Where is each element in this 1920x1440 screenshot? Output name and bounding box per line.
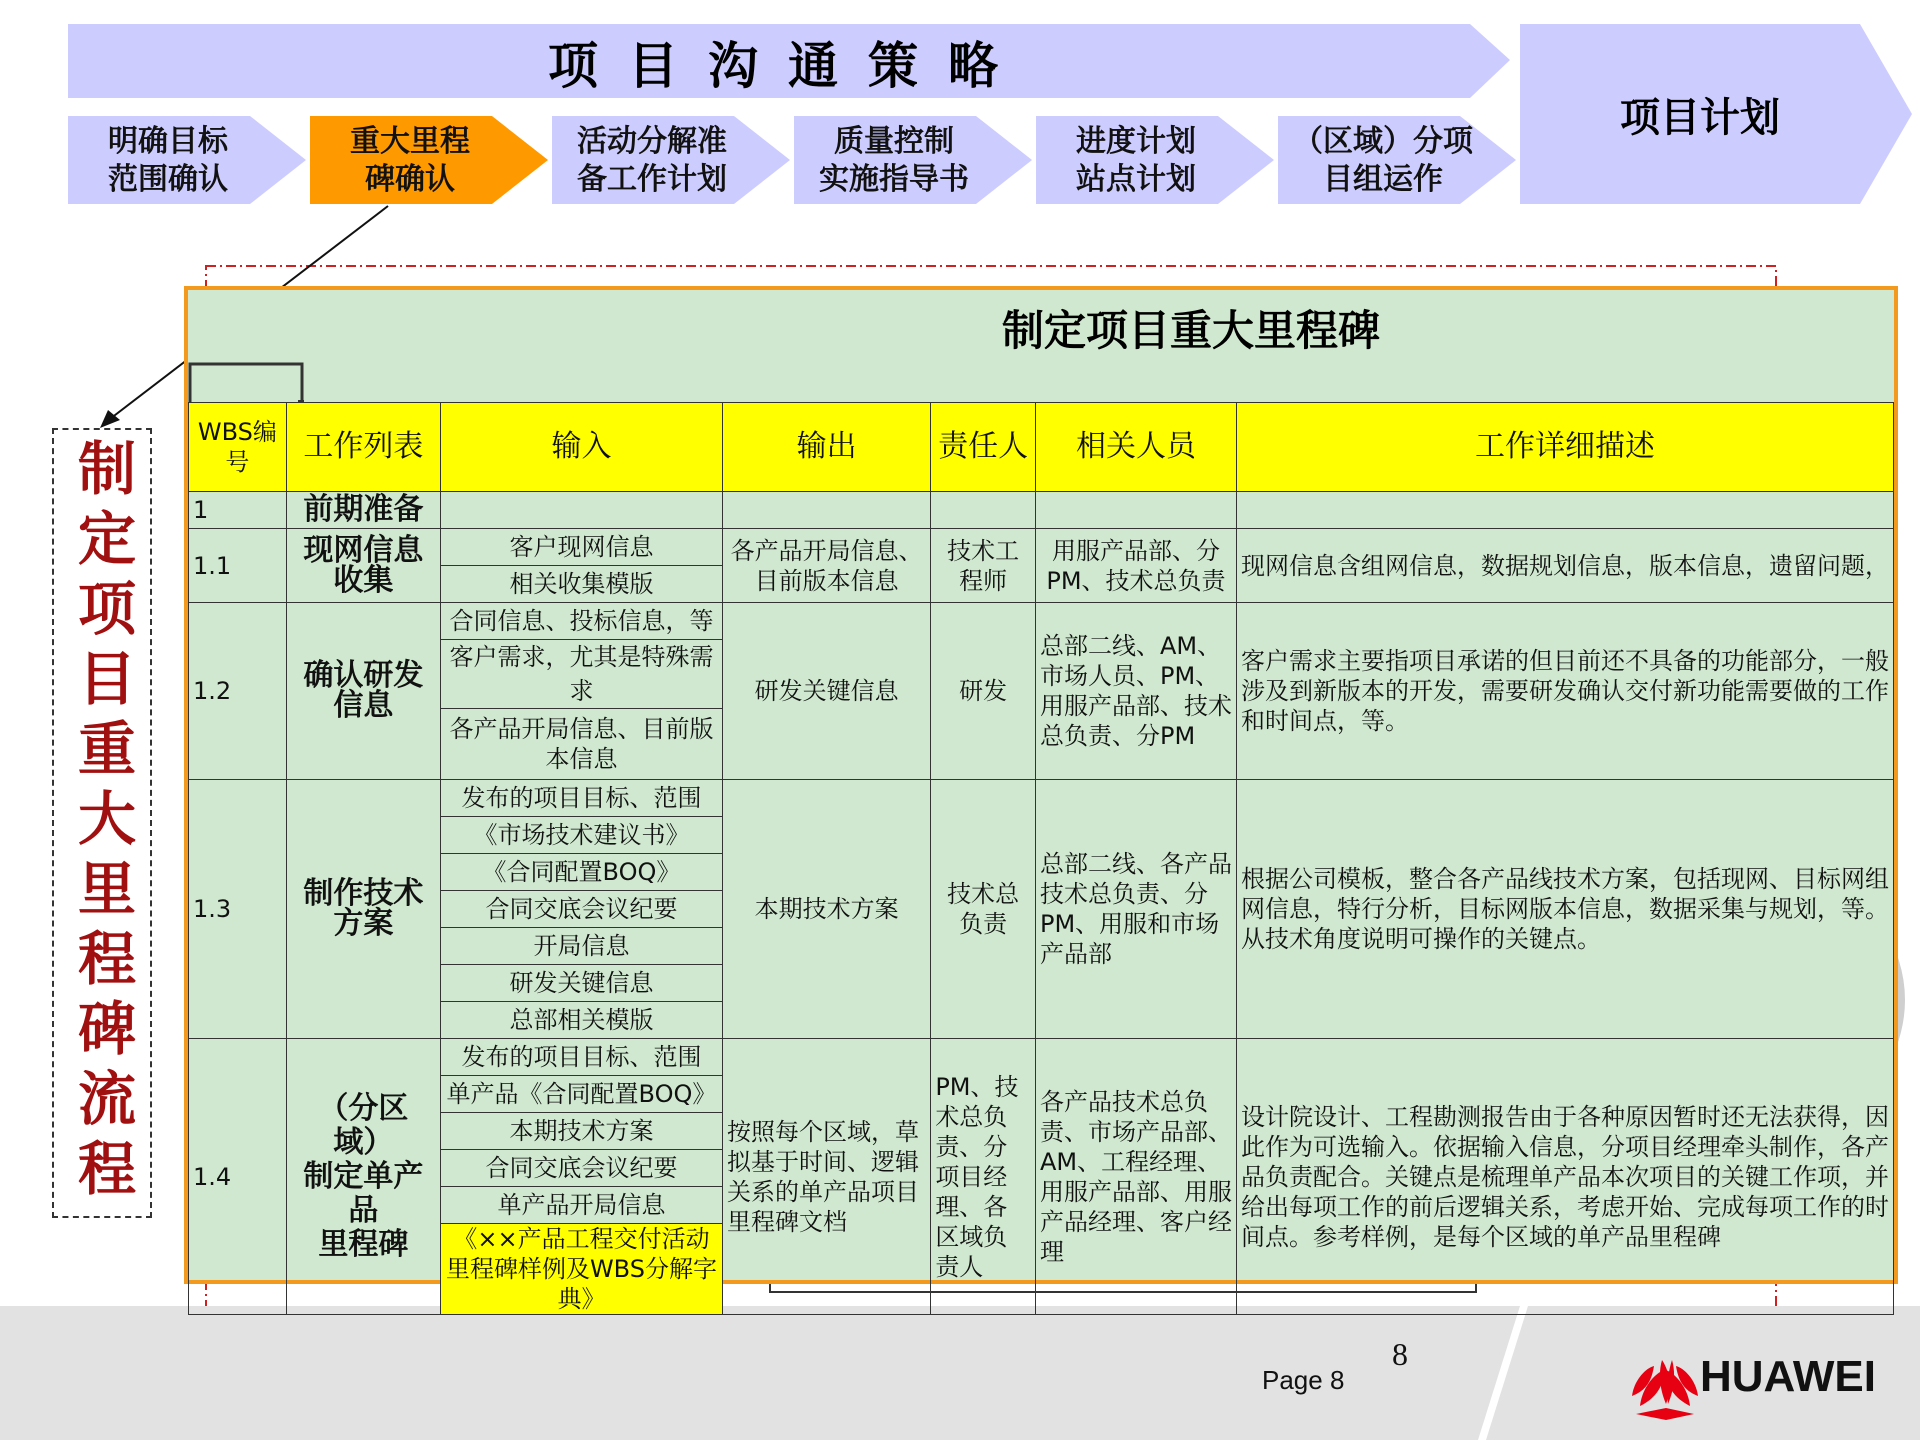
owner-cell[interactable]: 技术工程师 xyxy=(931,529,1036,603)
page-label: Page 8 xyxy=(1262,1365,1345,1395)
input-cell[interactable]: 本期技术方案 xyxy=(440,1113,722,1150)
input-cell[interactable]: 合同交底会议纪要 xyxy=(440,1150,722,1187)
strategy-title: 项目沟通策略 xyxy=(548,37,1028,95)
desc-cell[interactable]: 根据公司模板，整合各产品线技术方案，包括现网、目标网组网信息，特行分析，目标网版本信息，数据采集与规划，等。从技术角度说明可操作的关键点。 xyxy=(1236,780,1893,1039)
side-label: 制定项目重大里程碑流程 xyxy=(68,438,136,1208)
col-header-desc: 工作详细描述 xyxy=(1236,403,1893,492)
step-label-3[interactable]: 活动分解准 备工作计划 xyxy=(577,124,727,197)
milestone-table xyxy=(188,402,1894,1315)
input-cell-highlight[interactable]: 《××产品工程交付活动里程碑样例及WBS分解字典》 xyxy=(440,1224,722,1315)
wbs-cell[interactable]: 1.1 xyxy=(189,529,287,603)
input-cell[interactable]: 《合同配置BOQ》 xyxy=(440,854,722,891)
page-number: 8 xyxy=(1392,1336,1408,1372)
wbs-cell[interactable]: 1.4 xyxy=(189,1039,287,1315)
input-cell[interactable]: 总部相关模版 xyxy=(440,1002,722,1039)
output-cell[interactable]: 研发关键信息 xyxy=(722,603,930,780)
input-cell[interactable]: 单产品开局信息 xyxy=(440,1187,722,1224)
col-header-wbs: WBS编号 xyxy=(189,403,287,492)
brand-name: HUAWEI xyxy=(1700,1352,1876,1401)
table-header-row xyxy=(189,403,1894,492)
owner-cell[interactable]: 研发 xyxy=(931,603,1036,780)
task-cell[interactable]: （分区域） 制定单产品 里程碑 xyxy=(286,1039,440,1315)
input-cell[interactable]: 发布的项目目标、范围 xyxy=(440,780,722,817)
col-header-related: 相关人员 xyxy=(1035,403,1236,492)
table-row xyxy=(189,780,1894,817)
step-label-2[interactable]: 重大里程 碑确认 xyxy=(350,124,470,197)
selected-cell-outline xyxy=(188,290,1902,410)
step-label-1[interactable]: 明确目标 范围确认 xyxy=(108,124,228,197)
project-plan-label: 项目计划 xyxy=(1620,94,1780,141)
input-cell[interactable]: 客户现网信息 xyxy=(440,529,722,566)
table-row xyxy=(189,1039,1894,1076)
owner-cell[interactable]: PM、技术总负责、分项目经理、各区域负责人 xyxy=(931,1039,1036,1315)
task-cell[interactable]: 前期准备 xyxy=(286,492,440,529)
task-cell[interactable]: 现网信息收集 xyxy=(286,529,440,603)
input-cell[interactable]: 各产品开局信息、目前版本信息 xyxy=(440,709,722,780)
desc-cell[interactable]: 客户需求主要指项目承诺的但目前还不具备的功能部分，一般涉及到新版本的开发，需要研发确认交付新功能需要做的工作和时间点，等。 xyxy=(1236,603,1893,780)
input-cell[interactable]: 开局信息 xyxy=(440,928,722,965)
desc-cell[interactable]: 现网信息含组网信息，数据规划信息，版本信息，遗留问题， xyxy=(1236,529,1893,603)
footer-band xyxy=(0,1306,1920,1440)
col-header-input: 输入 xyxy=(440,403,722,492)
related-cell[interactable]: 总部二线、AM、市场人员、PM、用服产品部、技术总负责、分PM xyxy=(1035,603,1236,780)
col-header-owner: 责任人 xyxy=(931,403,1036,492)
empty-cell[interactable] xyxy=(931,492,1036,529)
related-cell[interactable]: 用服产品部、分PM、技术总负责 xyxy=(1035,529,1236,603)
desc-cell[interactable]: 设计院设计、工程勘测报告由于各种原因暂时还无法获得，因此作为可选输入。依据输入信息，分项目经理牵头制作，各产品负责配合。关键点是梳理单产品本次项目的关键工作项，并给出每项工作的前后逻辑关系，考虑开始、完成每项工作的时间点。参考样例，是每个区域的单产品里程碑 xyxy=(1236,1039,1893,1315)
input-cell[interactable]: 研发关键信息 xyxy=(440,965,722,1002)
input-cell[interactable]: 客户需求，尤其是特殊需求 xyxy=(440,640,722,709)
related-cell[interactable]: 总部二线、各产品技术总负责、分PM、用服和市场产品部 xyxy=(1035,780,1236,1039)
empty-cell[interactable] xyxy=(1236,492,1893,529)
task-cell[interactable]: 确认研发信息 xyxy=(286,603,440,780)
task-cell[interactable]: 制作技术方案 xyxy=(286,780,440,1039)
spreadsheet-frame xyxy=(184,286,1898,1313)
table-row xyxy=(189,529,1894,566)
input-cell[interactable]: 单产品《合同配置BOQ》 xyxy=(440,1076,722,1113)
input-cell[interactable]: 《市场技术建议书》 xyxy=(440,817,722,854)
output-cell[interactable]: 本期技术方案 xyxy=(722,780,930,1039)
input-cell[interactable]: 合同信息、投标信息，等 xyxy=(440,603,722,640)
col-header-task: 工作列表 xyxy=(286,403,440,492)
input-cell[interactable]: 相关收集模版 xyxy=(440,566,722,603)
related-cell[interactable]: 各产品技术总负责、市场产品部、AM、工程经理、用服产品部、用服产品经理、客户经理 xyxy=(1035,1039,1236,1315)
empty-cell[interactable] xyxy=(440,492,722,529)
side-label-box xyxy=(52,428,152,1218)
output-cell[interactable]: 各产品开局信息、目前版本信息 xyxy=(722,529,930,603)
step-label-6[interactable]: （区域）分项 目组运作 xyxy=(1293,124,1473,197)
wbs-cell[interactable]: 1.2 xyxy=(189,603,287,780)
empty-cell[interactable] xyxy=(722,492,930,529)
output-cell[interactable]: 按照每个区域，草拟基于时间、逻辑关系的单产品项目里程碑文档 xyxy=(722,1039,930,1315)
wbs-cell[interactable]: 1.3 xyxy=(189,780,287,1039)
input-cell[interactable]: 合同交底会议纪要 xyxy=(440,891,722,928)
sheet-title: 制定项目重大里程碑 xyxy=(1001,306,1380,355)
step-label-5[interactable]: 进度计划 站点计划 xyxy=(1076,124,1196,197)
empty-cell[interactable] xyxy=(1035,492,1236,529)
table-row xyxy=(189,492,1894,529)
step-label-4[interactable]: 质量控制 实施指导书 xyxy=(819,124,969,197)
input-cell[interactable]: 发布的项目目标、范围 xyxy=(440,1039,722,1076)
table-row xyxy=(189,603,1894,640)
wbs-cell[interactable]: 1 xyxy=(189,492,287,529)
col-header-output: 输出 xyxy=(722,403,930,492)
owner-cell[interactable]: 技术总负责 xyxy=(931,780,1036,1039)
